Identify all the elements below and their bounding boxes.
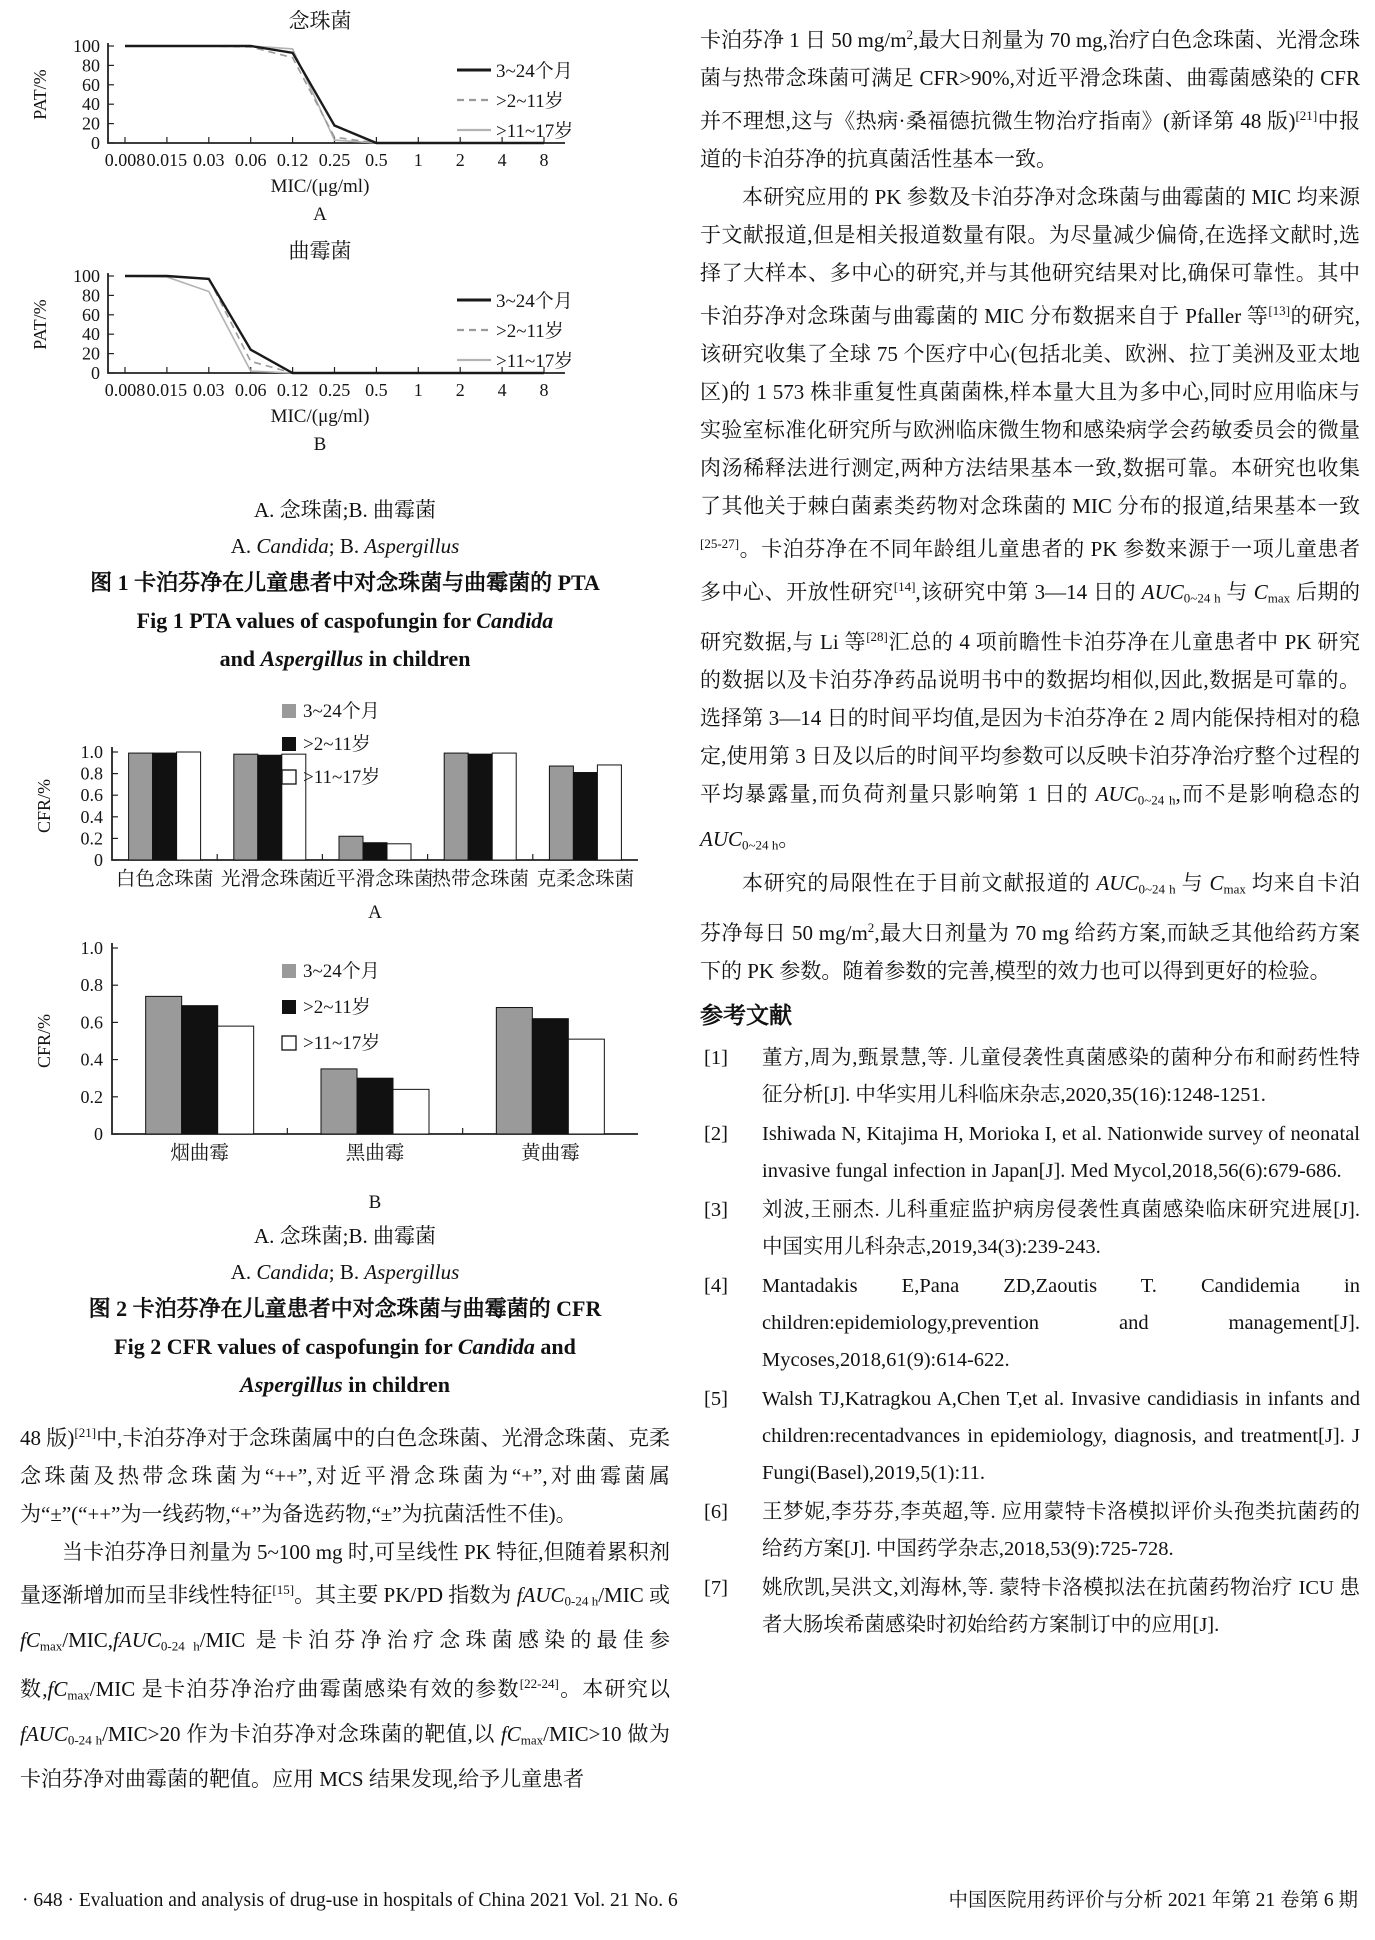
reference-number: [7] — [704, 1577, 728, 1599]
svg-text:0.5: 0.5 — [365, 150, 388, 170]
svg-text:1.0: 1.0 — [80, 742, 103, 762]
svg-text:0: 0 — [91, 133, 100, 153]
svg-text:0.2: 0.2 — [80, 1086, 103, 1107]
figure2-panel-note-cn: A. 念珠菌;B. 曲霉菌 — [253, 1224, 436, 1248]
footer-left: · 648 · Evaluation and analysis of drug-use in hospitals of China 2021 Vol. 21 No. 6 — [22, 1890, 678, 1911]
svg-text:>11~17岁: >11~17岁 — [496, 351, 574, 372]
reference-text: 董方,周为,甄景慧,等. 儿童侵袭性真菌感染的菌种分布和耐药性特征分析[J]. 中华实用儿科临床杂志,2020,35(16):1248-1251. — [762, 1047, 1360, 1106]
svg-text:60: 60 — [82, 304, 100, 325]
svg-text:20: 20 — [82, 113, 100, 134]
reference-item — [700, 1570, 1360, 1644]
svg-text:3~24个月: 3~24个月 — [303, 961, 380, 982]
figure1-caption-en-line2: and Aspergillus in children — [219, 646, 471, 671]
figure2-caption-en-line2: Aspergillus in children — [240, 1372, 450, 1397]
figure1-panel-note-cn: A. 念珠菌;B. 曲霉菌 — [253, 498, 436, 522]
svg-text:0.8: 0.8 — [80, 975, 103, 996]
line-chart-candida-pta — [20, 6, 670, 236]
svg-text:念珠菌: 念珠菌 — [288, 9, 352, 33]
svg-text:0.5: 0.5 — [365, 380, 388, 400]
svg-text:CFR/%: CFR/% — [34, 1013, 54, 1069]
svg-text:0.008: 0.008 — [104, 150, 146, 170]
svg-text:A: A — [368, 902, 382, 923]
svg-text:60: 60 — [82, 74, 100, 95]
reference-item — [700, 1192, 1360, 1266]
svg-text:0.12: 0.12 — [276, 380, 309, 400]
svg-text:80: 80 — [82, 55, 100, 76]
svg-text:0.12: 0.12 — [276, 150, 309, 170]
svg-text:1: 1 — [413, 150, 423, 170]
svg-text:光滑念珠菌: 光滑念珠菌 — [221, 869, 319, 890]
page-footer — [22, 1888, 1358, 1914]
svg-text:0.4: 0.4 — [80, 1049, 103, 1070]
svg-text:MIC/(μg/ml): MIC/(μg/ml) — [270, 176, 370, 197]
svg-text:黑曲霉: 黑曲霉 — [345, 1143, 405, 1164]
figure1-panel-note-en: A. Candida; B. Aspergillus — [230, 534, 460, 558]
reference-number: [1] — [704, 1047, 728, 1069]
footer-right: 中国医院用药评价与分析 2021 年第 21 卷第 6 期 — [948, 1890, 1358, 1911]
bar-chart-aspergillus-cfr — [20, 924, 670, 1214]
figure2-panel-note-en: A. Candida; B. Aspergillus — [230, 1260, 460, 1284]
reference-number: [3] — [704, 1199, 728, 1221]
svg-text:PAT/%: PAT/% — [30, 69, 50, 120]
reference-item — [700, 1116, 1360, 1190]
svg-text:0.03: 0.03 — [193, 150, 225, 170]
references-list — [700, 1040, 1360, 1644]
svg-text:>11~17岁: >11~17岁 — [496, 121, 574, 142]
svg-text:100: 100 — [73, 266, 100, 286]
svg-text:0.015: 0.015 — [146, 380, 188, 400]
svg-text:1: 1 — [413, 380, 423, 400]
svg-text:8: 8 — [539, 380, 549, 400]
svg-text:>2~11岁: >2~11岁 — [303, 997, 371, 1018]
svg-text:B: B — [368, 1192, 382, 1213]
left-paragraph-1: 48 版)[21]中,卡泊芬净对于念珠菌属中的白色念珠菌、光滑念珠菌、克柔念珠菌及热带念珠菌为“++”,对近平滑念珠菌为“+”,对曲霉菌属为“±”(“++”为一线药物,“+”为备选药物,“±”为抗菌活性不佳)。 — [20, 1425, 671, 1527]
reference-text: Walsh TJ,Katragkou A,Chen T,et al. Invasive candidiasis in infants and children:recentadvances in epidemiology, diagnosis, and treatment[J]. J Fungi(Basel),2019,5(1):11. — [762, 1388, 1360, 1484]
reference-item — [700, 1268, 1360, 1379]
svg-text:40: 40 — [82, 94, 100, 115]
reference-item — [700, 1381, 1360, 1492]
svg-text:近平滑念珠菌: 近平滑念珠菌 — [316, 869, 434, 890]
svg-text:40: 40 — [82, 324, 100, 345]
svg-text:0: 0 — [94, 1124, 103, 1144]
right-column — [700, 16, 1360, 1646]
svg-text:0: 0 — [91, 363, 100, 383]
svg-text:4: 4 — [497, 150, 507, 170]
reference-number: [2] — [704, 1123, 728, 1145]
right-paragraph-3: 本研究的局限性在于目前文献报道的 $AUC_{0\sim 24 h}$ 与 $C_{max}$ 均来自卡泊芬净每日 50 $mg/m^2$,最大日剂量为 70 mg 给药方案,而缺乏其他给药方案下的 PK 参数。随着参数的完善,模型的效力也可以得到更好的检验。 — [700, 871, 1361, 983]
svg-text:0.06: 0.06 — [234, 380, 267, 400]
svg-text:0.6: 0.6 — [80, 785, 103, 806]
figure1-caption-en-line1: Fig 1 PTA values of caspofungin for Candida — [136, 608, 554, 633]
reference-number: [6] — [704, 1501, 728, 1523]
svg-text:>2~11岁: >2~11岁 — [303, 734, 371, 755]
right-paragraph-2: 本研究应用的 PK 参数及卡泊芬净对念珠菌与曲霉菌的 MIC 均来源于文献报道,但是相关报道数量有限。为尽量减少偏倚,在选择文献时,选择了大样本、多中心的研究,并与其他研究结果对比,确保可靠性。其中卡泊芬净对念珠菌与曲霉菌的 MIC 分布数据来自于 Pfaller 等[13]的研究,该研究收集了全球 75 个医疗中心(包括北美、欧洲、拉丁美洲及亚太地区)的 1 573 株非重复性真菌菌株,样本量大且为多中心,同时应用临床与实验室标准化研究所与欧洲临床微生物和感染病学会药敏委员会的微量肉汤稀释法进行测定,两种方法结果基本一致,数据可靠。本研究也收集了其他关于棘白菌素类药物对念珠菌的 MIC 分布的报道,结果基本一致[25-27]。卡泊芬净在不同年龄组儿童患者的 PK 参数来源于一项儿童患者多中心、开放性研究[14],该研究中第 3—14 日的 $AUC_{0\sim 24 h}$ 与 $C_{max}$ 后期的研究数据,与 Li 等[28]汇总的 4 项前瞻性卡泊芬净在儿童患者中 PK 研究的数据以及卡泊芬净药品说明书中的数据均相似,因此,数据是可靠的。选择第 3—14 日的时间平均值,是因为卡泊芬净在 2 周内能保持相对的稳定,使用第 3 日及以后的时间平均参数可以反映卡泊芬净治疗整个过程的平均暴露量,而负荷剂量只影响第 1 日的 $AUC_{0\sim 24 h}$,而不是影响稳态的 $AUC_{0\sim 24 h}$。 — [700, 185, 1361, 853]
svg-text:0.6: 0.6 — [80, 1012, 103, 1033]
svg-text:1.0: 1.0 — [80, 938, 103, 958]
references-header: 参考文献 — [700, 1003, 792, 1028]
svg-text:B: B — [313, 434, 327, 455]
figure2-caption-en-line1: Fig 2 CFR values of caspofungin for Candida and — [114, 1334, 576, 1359]
svg-text:A: A — [313, 204, 327, 225]
svg-text:0.2: 0.2 — [80, 828, 103, 849]
svg-text:2: 2 — [455, 150, 465, 170]
svg-text:>2~11岁: >2~11岁 — [496, 91, 564, 112]
reference-item — [700, 1040, 1360, 1114]
svg-text:0.25: 0.25 — [318, 380, 351, 400]
bar-chart-candida-cfr — [20, 692, 670, 924]
line-chart-aspergillus-pta — [20, 236, 670, 466]
svg-text:0.008: 0.008 — [104, 380, 146, 400]
svg-text:曲霉菌: 曲霉菌 — [288, 239, 352, 263]
svg-text:0.25: 0.25 — [318, 150, 351, 170]
reference-item — [700, 1494, 1360, 1568]
svg-text:MIC/(μg/ml): MIC/(μg/ml) — [270, 406, 370, 427]
svg-text:20: 20 — [82, 343, 100, 364]
svg-text:>11~17岁: >11~17岁 — [303, 1033, 381, 1054]
svg-text:CFR/%: CFR/% — [34, 778, 54, 834]
reference-text: 王梦妮,李芬芬,李英超,等. 应用蒙特卡洛模拟评价头孢类抗菌药的给药方案[J]. 中国药学杂志,2018,53(9):725-728. — [762, 1501, 1360, 1560]
right-paragraph-1: 卡泊芬净 1 日 50 $mg/m^2$,最大日剂量为 70 mg,治疗白色念珠菌、光滑念珠菌与热带念珠菌可满足 CFR>90%,对近平滑念珠菌、曲霉菌感染的 CFR 并不理想,这与《热病·桑福德抗微生物治疗指南》(新译第 48 版)[21]中报道的卡泊芬净的抗真菌活性基本一致。 — [700, 27, 1361, 172]
svg-text:PAT/%: PAT/% — [30, 299, 50, 350]
svg-text:0.8: 0.8 — [80, 763, 103, 784]
svg-text:烟曲霉: 烟曲霉 — [170, 1143, 229, 1164]
reference-text: Mantadakis E,Pana ZD,Zaoutis T. Candidemia in children:epidemiology,prevention and management[J]. Mycoses,2018,61(9):614-622. — [762, 1275, 1360, 1371]
svg-text:0: 0 — [94, 850, 103, 870]
svg-text:>11~17岁: >11~17岁 — [303, 767, 381, 788]
left-column — [20, 6, 670, 1798]
svg-text:0.4: 0.4 — [80, 806, 103, 827]
svg-text:8: 8 — [539, 150, 549, 170]
svg-text:3~24个月: 3~24个月 — [303, 701, 380, 722]
svg-text:0.03: 0.03 — [193, 380, 225, 400]
reference-text: 刘波,王丽杰. 儿科重症监护病房侵袭性真菌感染临床研究进展[J]. 中国实用儿科杂志,2019,34(3):239-243. — [762, 1199, 1360, 1258]
svg-text:100: 100 — [73, 36, 100, 56]
svg-text:热带念珠菌: 热带念珠菌 — [431, 869, 529, 890]
figure1-caption-cn: 图 1 卡泊芬净在儿童患者中对念珠菌与曲霉菌的 PTA — [90, 570, 600, 595]
svg-text:黄曲霉: 黄曲霉 — [521, 1143, 580, 1164]
reference-text: Ishiwada N, Kitajima H, Morioka I, et al. Nationwide survey of neonatal invasive fungal infection in Japan[J]. Med Mycol,2018,56(6):679-686. — [762, 1123, 1360, 1182]
svg-text:4: 4 — [497, 380, 507, 400]
figure2-caption-cn: 图 2 卡泊芬净在儿童患者中对念珠菌与曲霉菌的 CFR — [88, 1296, 602, 1321]
svg-text:克柔念珠菌: 克柔念珠菌 — [536, 869, 635, 890]
svg-text:白色念珠菌: 白色念珠菌 — [115, 869, 214, 890]
reference-number: [5] — [704, 1388, 728, 1410]
svg-text:0.015: 0.015 — [146, 150, 188, 170]
svg-text:2: 2 — [455, 380, 465, 400]
svg-text:3~24个月: 3~24个月 — [496, 61, 573, 82]
reference-number: [4] — [704, 1275, 728, 1297]
svg-text:>2~11岁: >2~11岁 — [496, 321, 564, 342]
svg-text:80: 80 — [82, 285, 100, 306]
svg-text:3~24个月: 3~24个月 — [496, 291, 573, 312]
reference-text: 姚欣凯,吴洪文,刘海林,等. 蒙特卡洛模拟法在抗菌药物治疗 ICU 患者大肠埃希菌感染时初始给药方案制订中的应用[J]. — [762, 1577, 1360, 1636]
left-paragraph-2: 当卡泊芬净日剂量为 5~100 mg 时,可呈线性 PK 特征,但随着累积剂量逐渐增加而呈非线性特征[15]。其主要 PK/PD 指数为 fAUC$_{0-24 h}$/MIC 或 $fC_{max}/MIC,fAUC_{0-24 h}$/MIC 是卡泊芬净治疗念珠菌感染的最佳参数$,fC_{max}$/MIC 是卡泊芬净治疗曲霉菌感染有效的参数[22-24]。本研究以 fAUC$_{0-24 h}$/MIC>20 作为卡泊芬净对念珠菌的靶值,以 $fC_{max}/MIC>10$ 做为卡泊芬净对曲霉菌的靶值。应用 MCS 结果发现,给予儿童患者 — [20, 1540, 671, 1791]
svg-text:0.06: 0.06 — [234, 150, 267, 170]
